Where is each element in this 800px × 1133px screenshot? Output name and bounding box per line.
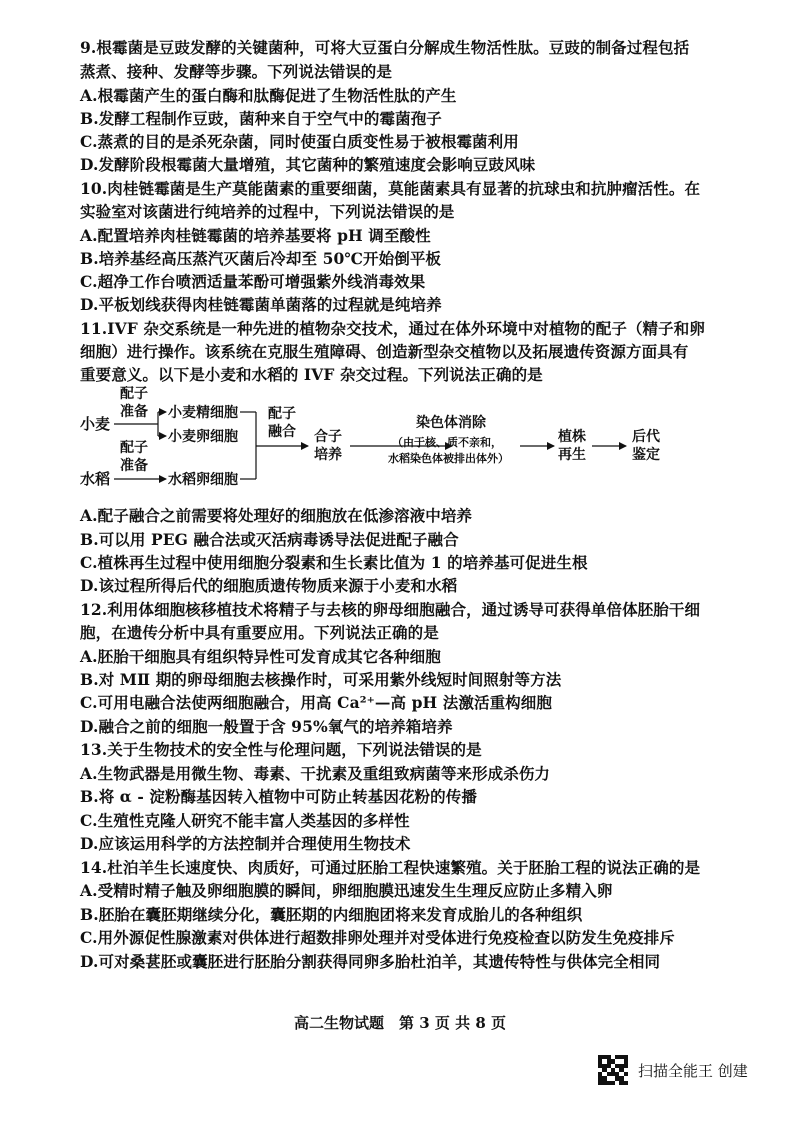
q14-stem-line-1: 14.杜泊羊生长速度快、肉质好，可通过胚胎工程快速繁殖。关于胚胎工程的说法正确的是 bbox=[80, 858, 701, 877]
q14-option-b: B.胚胎在囊胚期继续分化，囊胚期的内细胞团将来发育成胎儿的各种组织 bbox=[80, 905, 583, 924]
gamete-prep-label-2a: 配子 bbox=[120, 440, 148, 456]
q13-option-a: A.生物武器是用微生物、毒素、干扰素及重组致病菌等来形成杀伤力 bbox=[80, 764, 551, 783]
q9-stem-line-1: 9.根霉菌是豆豉发酵的关键菌种，可将大豆蛋白分解成生物活性肽。豆豉的制备过程包括 bbox=[80, 38, 690, 57]
q9-option-b: B.发酵工程制作豆豉，菌种来自于空气中的霉菌孢子 bbox=[80, 109, 442, 128]
gamete-prep-label-1a: 配子 bbox=[120, 386, 148, 402]
gamete-prep-label-1b: 准备 bbox=[120, 404, 148, 420]
rice-label: 水稻 bbox=[80, 470, 111, 488]
qr-code-icon bbox=[598, 1055, 628, 1085]
q12-stem-line-2: 胞，在遗传分析中具有重要应用。下列说法正确的是 bbox=[80, 623, 439, 642]
zygote-label-b: 培养 bbox=[314, 447, 342, 463]
q13-option-d: D.应该运用科学的方法控制并合理使用生物技术 bbox=[80, 834, 411, 853]
q12-option-c: C.可用电融合法使两细胞融合，用高 Ca²⁺—高 pH 法激活重构细胞 bbox=[80, 693, 552, 712]
scanner-label: 扫描全能王 创建 bbox=[638, 1061, 748, 1080]
q11-stem-line-2: 细胞）进行操作。该系统在克服生殖障碍、创造新型杂交植物以及拓展遗传资源方面具有 bbox=[80, 342, 689, 361]
fusion-label-a: 配子 bbox=[268, 406, 296, 422]
q9-stem-line-2: 蒸煮、接种、发酵等步骤。下列说法错误的是 bbox=[80, 62, 393, 81]
q14-option-a: A.受精时精子触及卵细胞膜的瞬间，卵细胞膜迅速发生生理反应防止多精入卵 bbox=[80, 881, 613, 900]
q11-option-a: A.配子融合之前需要将处理好的细胞放在低渗溶液中培养 bbox=[80, 506, 473, 525]
q9-option-d: D.发酵阶段根霉菌大量增殖，其它菌种的繁殖速度会影响豆豉风味 bbox=[80, 155, 536, 174]
scanner-watermark bbox=[598, 1054, 748, 1086]
q12-stem-line-1: 12.利用体细胞核移植技术将精子与去核的卵母细胞融合，通过诱导可获得单倍体胚胎干细 bbox=[80, 600, 701, 619]
q10-option-c: C.超净工作台喷洒适量苯酚可增强紫外线消毒效果 bbox=[80, 272, 426, 291]
q10-option-a: A.配置培养肉桂链霉菌的培养基要将 pH 调至酸性 bbox=[80, 226, 431, 245]
fusion-label-b: 融合 bbox=[268, 424, 296, 440]
q11-stem-line-1: 11.IVF 杂交系统是一种先进的植物杂交技术，通过在体外环境中对植物的配子（精子和卵 bbox=[80, 319, 705, 338]
q11-option-d: D.该过程所得后代的细胞质遗传物质来源于小麦和水稻 bbox=[80, 576, 458, 595]
page-footer: 高二生物试题 第 3 页 共 8 页 bbox=[294, 1014, 506, 1032]
regeneration-label-b: 再生 bbox=[558, 447, 586, 463]
elimination-label: 染色体消除 bbox=[416, 415, 486, 431]
q10-option-b: B.培养基经高压蒸汽灭菌后冷却至 50℃开始倒平板 bbox=[80, 249, 442, 268]
q13-stem-line-1: 13.关于生物技术的安全性与伦理问题，下列说法错误的是 bbox=[80, 740, 482, 759]
q14-option-d: D.可对桑葚胚或囊胚进行胚胎分割获得同卵多胎杜泊羊，其遗传特性与供体完全相同 bbox=[80, 952, 661, 971]
zygote-label-a: 合子 bbox=[314, 429, 342, 445]
q10-stem-line-1: 10.肉桂链霉菌是生产莫能菌素的重要细菌，莫能菌素具有显著的抗球虫和抗肿瘤活性。在 bbox=[80, 179, 701, 198]
q10-stem-line-2: 实验室对该菌进行纯培养的过程中，下列说法错误的是 bbox=[80, 202, 455, 221]
q13-option-c: C.生殖性克隆人研究不能丰富人类基因的多样性 bbox=[80, 811, 410, 830]
elimination-note-2: 水稻染色体被排出体外） bbox=[388, 452, 509, 465]
q12-option-d: D.融合之前的细胞一般置于含 95%氧气的培养箱培养 bbox=[80, 717, 453, 736]
q13-option-b: B.将 α - 淀粉酶基因转入植物中可防止转基因花粉的传播 bbox=[80, 787, 477, 806]
q11-option-c: C.植株再生过程中使用细胞分裂素和生长素比值为 1 的培养基可促进生根 bbox=[80, 553, 588, 572]
q10-option-d: D.平板划线获得肉桂链霉菌单菌落的过程就是纯培养 bbox=[80, 295, 442, 314]
rice-egg-label: 水稻卵细胞 bbox=[168, 472, 238, 488]
wheat-label: 小麦 bbox=[80, 415, 111, 433]
elimination-note-1: （由于核、质不亲和， bbox=[392, 436, 502, 449]
q9-option-a: A.根霉菌产生的蛋白酶和肽酶促进了生物活性肽的产生 bbox=[80, 86, 457, 105]
q9-option-c: C.蒸煮的目的是杀死杂菌，同时使蛋白质变性易于被根霉菌利用 bbox=[80, 132, 519, 151]
q12-option-a: A.胚胎干细胞具有组织特异性可发育成其它各种细胞 bbox=[80, 647, 441, 666]
q11-option-b: B.可以用 PEG 融合法或灭活病毒诱导法促进配子融合 bbox=[80, 530, 459, 549]
gamete-prep-label-2b: 准备 bbox=[120, 458, 148, 474]
offspring-label-b: 鉴定 bbox=[632, 447, 660, 463]
wheat-sperm-label: 小麦精细胞 bbox=[168, 405, 238, 421]
q12-option-b: B.对 MⅡ 期的卵母细胞去核操作时，可采用紫外线短时间照射等方法 bbox=[80, 670, 562, 689]
ivf-process-diagram bbox=[80, 386, 720, 496]
q14-option-c: C.用外源促性腺激素对供体进行超数排卵处理并对受体进行免疫检查以防发生免疫排斥 bbox=[80, 928, 675, 947]
offspring-label-a: 后代 bbox=[632, 429, 660, 445]
q11-stem-line-3: 重要意义。以下是小麦和水稻的 IVF 杂交过程。下列说法正确的是 bbox=[80, 365, 543, 384]
wheat-egg-label: 小麦卵细胞 bbox=[168, 429, 238, 445]
regeneration-label-a: 植株 bbox=[558, 429, 586, 445]
